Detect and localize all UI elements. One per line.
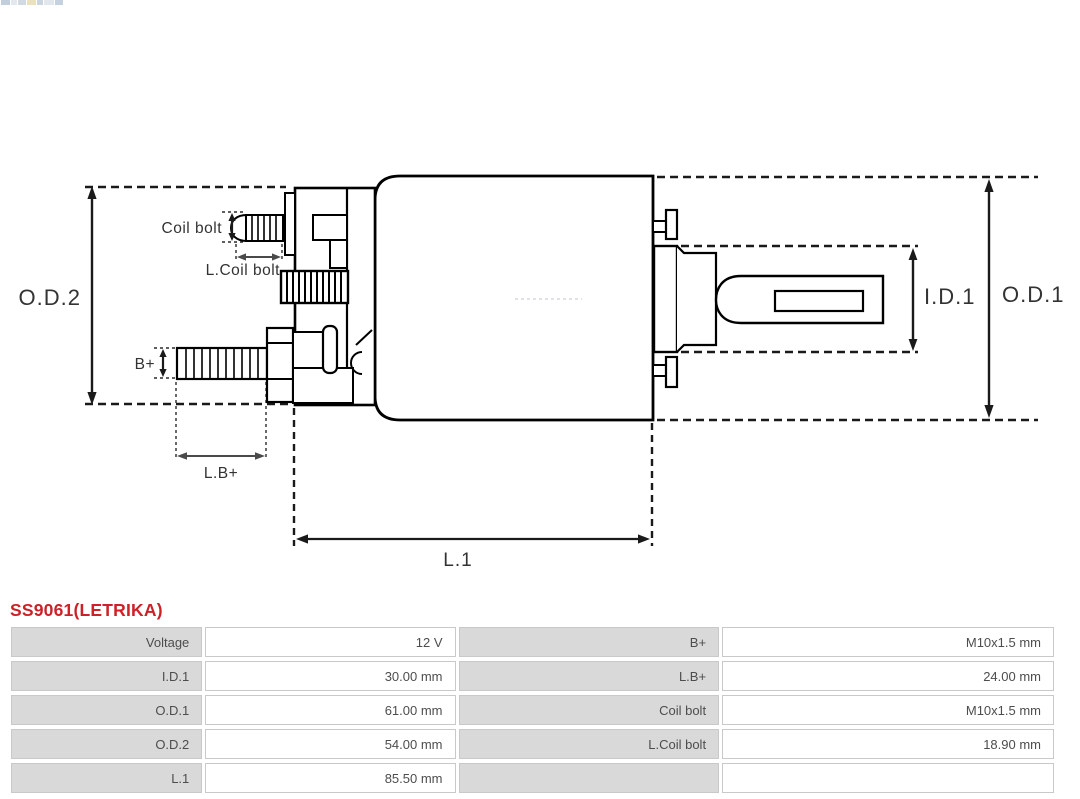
spec-label-cell: Coil bolt [459,695,720,725]
bplus-terminal-plate [293,332,325,368]
spec-label-cell: L.Coil bolt [459,729,720,759]
spec-value-cell: M10x1.5 mm [722,695,1054,725]
bplus-arrow [159,349,166,377]
od1-label: O.D.1 [1002,282,1065,307]
terminal-neck-top [653,221,666,232]
bplus-label: B+ [134,356,155,373]
spec-value-cell: 12 V [205,627,455,657]
lbplus-label: L.B+ [203,465,239,482]
terminal-tab-top [666,210,677,239]
spec-row [11,627,1054,657]
cap-flange-tab [285,193,295,255]
cap-channel-upper [313,215,347,240]
spec-table [8,623,1057,797]
cap-channel-lower [330,240,347,268]
solenoid-body-group [177,176,883,420]
nose-collar [654,246,677,352]
od2-arrow [87,186,96,405]
spec-value-cell: M10x1.5 mm [722,627,1054,657]
thin-extension-lines [154,212,282,459]
bplus-bolt-shaft [177,348,267,379]
spec-value-cell: 85.50 mm [205,763,455,793]
lcoil-bolt-label: L.Coil bolt [205,262,280,279]
bplus-boss-block [293,368,353,403]
spec-label-cell: Voltage [11,627,202,657]
bplus-washer [323,326,337,373]
spec-row [11,695,1054,725]
terminal-neck-bottom [653,365,666,376]
spec-row [11,729,1054,759]
spec-value-cell [722,763,1054,793]
spec-value-cell: 30.00 mm [205,661,455,691]
spec-label-cell: L.1 [11,763,202,793]
spec-value-cell: 61.00 mm [205,695,455,725]
spec-value-cell: 54.00 mm [205,729,455,759]
spec-row [11,661,1054,691]
od1-arrow [984,179,993,418]
spec-label-cell: L.B+ [459,661,720,691]
bplus-hex-nut [267,328,293,402]
l1-arrow [296,534,650,543]
spec-label-cell: O.D.2 [11,729,202,759]
spec-label-cell: I.D.1 [11,661,202,691]
id1-label: I.D.1 [924,284,976,309]
od2-label: O.D.2 [18,285,81,310]
solenoid-main-body [375,176,653,420]
plunger-slot [775,291,863,311]
spec-value-cell: 18.90 mm [722,729,1054,759]
id1-arrow [909,248,918,351]
l1-label: L.1 [443,550,473,571]
product-title: SS9061(LETRIKA) [10,600,163,620]
coil-bolt-label: Coil bolt [161,220,222,237]
spec-value-cell: 24.00 mm [722,661,1054,691]
spec-label-cell [459,763,720,793]
spec-label-cell: B+ [459,627,720,657]
lbplus-arrow [177,452,265,460]
terminal-tab-bottom [666,357,677,387]
coil-bolt-bushing [281,271,348,303]
spec-label-cell: O.D.1 [11,695,202,725]
lcoil-bolt-arrow [237,253,281,260]
nose-ring [677,246,716,352]
spec-row [11,763,1054,793]
